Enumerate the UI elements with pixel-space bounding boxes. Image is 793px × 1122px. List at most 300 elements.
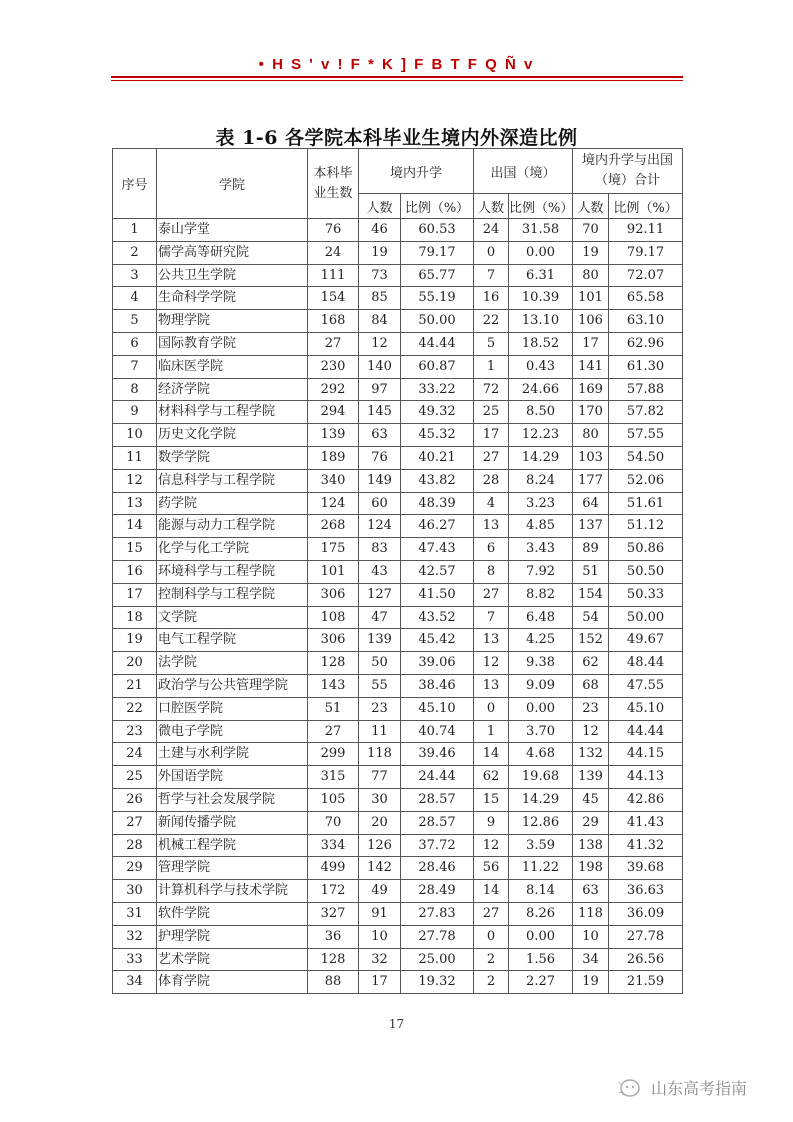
row-domestic-ratio: 47.43	[401, 538, 474, 561]
row-domestic-ratio: 46.27	[401, 515, 474, 538]
row-abroad-count: 1	[474, 720, 509, 743]
row-domestic-count: 145	[359, 401, 401, 424]
row-total-ratio: 50.50	[609, 560, 683, 583]
row-college: 环境科学与工程学院	[157, 560, 308, 583]
row-total-ratio: 52.06	[609, 469, 683, 492]
row-college: 文学院	[157, 606, 308, 629]
row-domestic-count: 12	[359, 332, 401, 355]
row-total-count: 170	[573, 401, 609, 424]
row-total-ratio: 44.13	[609, 766, 683, 789]
row-abroad-count: 9	[474, 811, 509, 834]
row-seq: 3	[113, 264, 157, 287]
row-graduates: 128	[308, 948, 359, 971]
row-college: 生命科学学院	[157, 287, 308, 310]
row-total-ratio: 44.44	[609, 720, 683, 743]
row-abroad-ratio: 14.29	[509, 446, 573, 469]
row-domestic-ratio: 42.57	[401, 560, 474, 583]
row-domestic-count: 47	[359, 606, 401, 629]
row-total-ratio: 21.59	[609, 971, 683, 994]
row-seq: 16	[113, 560, 157, 583]
row-graduates: 36	[308, 925, 359, 948]
row-seq: 17	[113, 583, 157, 606]
row-total-ratio: 39.68	[609, 857, 683, 880]
row-seq: 20	[113, 652, 157, 675]
row-graduates: 189	[308, 446, 359, 469]
row-abroad-count: 25	[474, 401, 509, 424]
row-abroad-ratio: 12.23	[509, 424, 573, 447]
row-total-count: 152	[573, 629, 609, 652]
row-seq: 24	[113, 743, 157, 766]
row-total-ratio: 47.55	[609, 674, 683, 697]
row-total-count: 54	[573, 606, 609, 629]
header-abroad-ratio: 比例（%）	[509, 194, 573, 219]
row-college: 哲学与社会发展学院	[157, 788, 308, 811]
row-total-ratio: 54.50	[609, 446, 683, 469]
row-total-ratio: 45.10	[609, 697, 683, 720]
row-domestic-count: 32	[359, 948, 401, 971]
row-abroad-ratio: 10.39	[509, 287, 573, 310]
row-abroad-ratio: 0.00	[509, 241, 573, 264]
row-college: 法学院	[157, 652, 308, 675]
row-total-ratio: 44.15	[609, 743, 683, 766]
row-domestic-count: 60	[359, 492, 401, 515]
row-abroad-count: 15	[474, 788, 509, 811]
row-abroad-ratio: 1.56	[509, 948, 573, 971]
row-total-count: 62	[573, 652, 609, 675]
row-domestic-ratio: 38.46	[401, 674, 474, 697]
row-abroad-count: 2	[474, 971, 509, 994]
row-abroad-ratio: 18.52	[509, 332, 573, 355]
row-abroad-ratio: 24.66	[509, 378, 573, 401]
row-domestic-count: 149	[359, 469, 401, 492]
row-total-ratio: 36.63	[609, 880, 683, 903]
header-domestic-count: 人数	[359, 194, 401, 219]
row-domestic-count: 73	[359, 264, 401, 287]
row-domestic-ratio: 24.44	[401, 766, 474, 789]
row-total-count: 10	[573, 925, 609, 948]
row-domestic-ratio: 60.53	[401, 219, 474, 242]
row-graduates: 51	[308, 697, 359, 720]
row-abroad-count: 13	[474, 674, 509, 697]
row-abroad-count: 16	[474, 287, 509, 310]
row-seq: 26	[113, 788, 157, 811]
table-row	[113, 560, 683, 583]
row-total-ratio: 65.58	[609, 287, 683, 310]
row-seq: 34	[113, 971, 157, 994]
row-college: 儒学高等研究院	[157, 241, 308, 264]
row-total-ratio: 63.10	[609, 310, 683, 333]
row-seq: 18	[113, 606, 157, 629]
row-domestic-count: 91	[359, 902, 401, 925]
row-seq: 10	[113, 424, 157, 447]
row-domestic-count: 50	[359, 652, 401, 675]
row-graduates: 105	[308, 788, 359, 811]
row-seq: 27	[113, 811, 157, 834]
table-row	[113, 241, 683, 264]
table-row	[113, 287, 683, 310]
row-college: 电气工程学院	[157, 629, 308, 652]
row-domestic-count: 43	[359, 560, 401, 583]
row-total-count: 29	[573, 811, 609, 834]
row-seq: 21	[113, 674, 157, 697]
row-abroad-ratio: 3.59	[509, 834, 573, 857]
table-row	[113, 629, 683, 652]
row-college: 控制科学与工程学院	[157, 583, 308, 606]
row-total-count: 118	[573, 902, 609, 925]
row-abroad-ratio: 9.09	[509, 674, 573, 697]
row-abroad-count: 0	[474, 697, 509, 720]
row-total-count: 198	[573, 857, 609, 880]
row-domestic-ratio: 79.17	[401, 241, 474, 264]
row-abroad-ratio: 6.48	[509, 606, 573, 629]
running-header: • H S ' v ! F * K ] F B T F Q Ñ v	[258, 56, 535, 73]
table-row	[113, 811, 683, 834]
row-abroad-count: 13	[474, 629, 509, 652]
row-college: 外国语学院	[157, 766, 308, 789]
row-abroad-count: 27	[474, 446, 509, 469]
header-rule-thin	[111, 80, 683, 81]
header-graduates: 本科毕业生数	[308, 149, 359, 219]
row-domestic-count: 118	[359, 743, 401, 766]
row-college: 口腔医学院	[157, 697, 308, 720]
row-abroad-ratio: 0.43	[509, 355, 573, 378]
row-domestic-ratio: 27.83	[401, 902, 474, 925]
row-domestic-count: 63	[359, 424, 401, 447]
table-row	[113, 880, 683, 903]
row-domestic-ratio: 48.39	[401, 492, 474, 515]
row-abroad-ratio: 8.14	[509, 880, 573, 903]
row-domestic-count: 124	[359, 515, 401, 538]
row-seq: 8	[113, 378, 157, 401]
row-graduates: 154	[308, 287, 359, 310]
postgraduate-ratio-table	[112, 148, 683, 994]
row-domestic-count: 97	[359, 378, 401, 401]
table-row	[113, 925, 683, 948]
row-total-count: 177	[573, 469, 609, 492]
row-total-count: 154	[573, 583, 609, 606]
table-row	[113, 606, 683, 629]
row-domestic-ratio: 39.06	[401, 652, 474, 675]
row-total-ratio: 62.96	[609, 332, 683, 355]
row-graduates: 334	[308, 834, 359, 857]
header-total: 境内升学与出国（境）合计	[573, 149, 683, 194]
row-abroad-ratio: 0.00	[509, 925, 573, 948]
row-domestic-count: 126	[359, 834, 401, 857]
table-row	[113, 219, 683, 242]
row-abroad-count: 22	[474, 310, 509, 333]
row-abroad-ratio: 8.82	[509, 583, 573, 606]
row-total-count: 12	[573, 720, 609, 743]
row-domestic-ratio: 28.46	[401, 857, 474, 880]
row-abroad-count: 8	[474, 560, 509, 583]
row-graduates: 24	[308, 241, 359, 264]
row-domestic-count: 19	[359, 241, 401, 264]
row-college: 艺术学院	[157, 948, 308, 971]
table-row	[113, 766, 683, 789]
row-seq: 19	[113, 629, 157, 652]
row-abroad-ratio: 3.70	[509, 720, 573, 743]
row-graduates: 306	[308, 583, 359, 606]
row-abroad-ratio: 2.27	[509, 971, 573, 994]
table-row	[113, 652, 683, 675]
row-abroad-count: 62	[474, 766, 509, 789]
row-abroad-count: 27	[474, 583, 509, 606]
table-row	[113, 515, 683, 538]
row-domestic-count: 77	[359, 766, 401, 789]
row-domestic-ratio: 28.57	[401, 811, 474, 834]
row-total-ratio: 50.33	[609, 583, 683, 606]
row-total-count: 103	[573, 446, 609, 469]
row-seq: 28	[113, 834, 157, 857]
row-graduates: 315	[308, 766, 359, 789]
watermark	[615, 1076, 747, 1099]
row-total-count: 51	[573, 560, 609, 583]
row-college: 微电子学院	[157, 720, 308, 743]
row-total-count: 89	[573, 538, 609, 561]
row-seq: 14	[113, 515, 157, 538]
row-graduates: 27	[308, 720, 359, 743]
row-total-count: 106	[573, 310, 609, 333]
row-seq: 13	[113, 492, 157, 515]
table-row	[113, 310, 683, 333]
row-total-ratio: 51.61	[609, 492, 683, 515]
row-total-count: 17	[573, 332, 609, 355]
row-seq: 6	[113, 332, 157, 355]
row-abroad-count: 17	[474, 424, 509, 447]
row-domestic-count: 10	[359, 925, 401, 948]
row-total-ratio: 51.12	[609, 515, 683, 538]
row-college: 数学学院	[157, 446, 308, 469]
row-domestic-count: 30	[359, 788, 401, 811]
row-graduates: 299	[308, 743, 359, 766]
row-seq: 1	[113, 219, 157, 242]
row-domestic-count: 140	[359, 355, 401, 378]
watermark-text: 山东高考指南	[651, 1079, 748, 1098]
table-row	[113, 446, 683, 469]
row-domestic-count: 127	[359, 583, 401, 606]
row-college: 能源与动力工程学院	[157, 515, 308, 538]
table-row	[113, 264, 683, 287]
row-college: 物理学院	[157, 310, 308, 333]
row-college: 计算机科学与技术学院	[157, 880, 308, 903]
row-domestic-count: 142	[359, 857, 401, 880]
row-total-count: 19	[573, 241, 609, 264]
row-graduates: 76	[308, 219, 359, 242]
row-abroad-ratio: 4.85	[509, 515, 573, 538]
row-graduates: 175	[308, 538, 359, 561]
row-abroad-count: 5	[474, 332, 509, 355]
page-number: 17	[388, 1017, 405, 1031]
row-total-ratio: 27.78	[609, 925, 683, 948]
row-total-ratio: 42.86	[609, 788, 683, 811]
row-abroad-ratio: 6.31	[509, 264, 573, 287]
row-total-count: 68	[573, 674, 609, 697]
row-domestic-count: 23	[359, 697, 401, 720]
header-domestic: 境内升学	[359, 149, 474, 194]
row-seq: 31	[113, 902, 157, 925]
row-total-count: 169	[573, 378, 609, 401]
row-total-count: 64	[573, 492, 609, 515]
table-row	[113, 902, 683, 925]
row-graduates: 340	[308, 469, 359, 492]
table-row	[113, 583, 683, 606]
row-abroad-count: 12	[474, 834, 509, 857]
row-total-count: 70	[573, 219, 609, 242]
row-abroad-count: 14	[474, 880, 509, 903]
row-total-ratio: 79.17	[609, 241, 683, 264]
row-domestic-ratio: 43.52	[401, 606, 474, 629]
wechat-icon	[615, 1077, 645, 1099]
row-total-count: 141	[573, 355, 609, 378]
row-seq: 2	[113, 241, 157, 264]
row-abroad-ratio: 3.43	[509, 538, 573, 561]
row-domestic-count: 139	[359, 629, 401, 652]
row-abroad-ratio: 8.24	[509, 469, 573, 492]
row-total-count: 63	[573, 880, 609, 903]
row-abroad-ratio: 3.23	[509, 492, 573, 515]
header-domestic-ratio: 比例（%）	[401, 194, 474, 219]
row-seq: 33	[113, 948, 157, 971]
row-domestic-ratio: 49.32	[401, 401, 474, 424]
row-college: 经济学院	[157, 378, 308, 401]
row-graduates: 124	[308, 492, 359, 515]
row-total-ratio: 50.00	[609, 606, 683, 629]
row-college: 国际教育学院	[157, 332, 308, 355]
row-abroad-ratio: 12.86	[509, 811, 573, 834]
row-domestic-ratio: 28.57	[401, 788, 474, 811]
row-total-ratio: 41.43	[609, 811, 683, 834]
row-graduates: 294	[308, 401, 359, 424]
row-graduates: 27	[308, 332, 359, 355]
row-graduates: 111	[308, 264, 359, 287]
row-domestic-count: 20	[359, 811, 401, 834]
row-seq: 5	[113, 310, 157, 333]
row-domestic-ratio: 55.19	[401, 287, 474, 310]
row-seq: 11	[113, 446, 157, 469]
row-domestic-ratio: 25.00	[401, 948, 474, 971]
row-domestic-ratio: 60.87	[401, 355, 474, 378]
row-abroad-count: 7	[474, 264, 509, 287]
row-abroad-ratio: 7.92	[509, 560, 573, 583]
row-total-ratio: 26.56	[609, 948, 683, 971]
row-seq: 22	[113, 697, 157, 720]
row-total-count: 34	[573, 948, 609, 971]
table-row	[113, 401, 683, 424]
row-domestic-ratio: 45.10	[401, 697, 474, 720]
table-body	[113, 219, 683, 994]
row-graduates: 70	[308, 811, 359, 834]
row-abroad-ratio: 11.22	[509, 857, 573, 880]
row-domestic-count: 76	[359, 446, 401, 469]
header-college: 学院	[157, 149, 308, 219]
row-domestic-count: 84	[359, 310, 401, 333]
row-abroad-count: 2	[474, 948, 509, 971]
row-domestic-ratio: 41.50	[401, 583, 474, 606]
row-graduates: 108	[308, 606, 359, 629]
row-domestic-count: 11	[359, 720, 401, 743]
row-total-ratio: 92.11	[609, 219, 683, 242]
row-total-count: 139	[573, 766, 609, 789]
row-college: 土建与水利学院	[157, 743, 308, 766]
row-college: 材料科学与工程学院	[157, 401, 308, 424]
row-domestic-ratio: 50.00	[401, 310, 474, 333]
row-total-ratio: 57.88	[609, 378, 683, 401]
row-graduates: 101	[308, 560, 359, 583]
row-college: 泰山学堂	[157, 219, 308, 242]
row-domestic-ratio: 37.72	[401, 834, 474, 857]
row-domestic-count: 85	[359, 287, 401, 310]
row-abroad-count: 72	[474, 378, 509, 401]
row-total-count: 23	[573, 697, 609, 720]
row-total-ratio: 61.30	[609, 355, 683, 378]
row-total-count: 132	[573, 743, 609, 766]
row-abroad-count: 0	[474, 925, 509, 948]
row-graduates: 499	[308, 857, 359, 880]
table-row	[113, 538, 683, 561]
row-abroad-count: 4	[474, 492, 509, 515]
row-college: 管理学院	[157, 857, 308, 880]
header-total-count: 人数	[573, 194, 609, 219]
table-row	[113, 720, 683, 743]
row-abroad-count: 24	[474, 219, 509, 242]
table-row	[113, 857, 683, 880]
row-college: 公共卫生学院	[157, 264, 308, 287]
row-seq: 29	[113, 857, 157, 880]
table-title: 表 1-6 各学院本科毕业生境内外深造比例	[215, 127, 578, 149]
row-abroad-count: 56	[474, 857, 509, 880]
row-domestic-count: 55	[359, 674, 401, 697]
row-graduates: 139	[308, 424, 359, 447]
row-college: 政治学与公共管理学院	[157, 674, 308, 697]
row-abroad-ratio: 0.00	[509, 697, 573, 720]
row-college: 化学与化工学院	[157, 538, 308, 561]
table-row	[113, 424, 683, 447]
header-rule-thick	[111, 76, 683, 78]
table-row	[113, 788, 683, 811]
row-total-ratio: 36.09	[609, 902, 683, 925]
row-domestic-ratio: 45.42	[401, 629, 474, 652]
row-seq: 25	[113, 766, 157, 789]
header-total-ratio: 比例（%）	[609, 194, 683, 219]
row-total-count: 19	[573, 971, 609, 994]
row-domestic-count: 49	[359, 880, 401, 903]
table-row	[113, 492, 683, 515]
table-row	[113, 948, 683, 971]
table-row	[113, 834, 683, 857]
row-college: 药学院	[157, 492, 308, 515]
row-college: 软件学院	[157, 902, 308, 925]
row-abroad-ratio: 13.10	[509, 310, 573, 333]
row-college: 机械工程学院	[157, 834, 308, 857]
row-abroad-count: 12	[474, 652, 509, 675]
row-graduates: 172	[308, 880, 359, 903]
row-total-ratio: 49.67	[609, 629, 683, 652]
row-seq: 12	[113, 469, 157, 492]
row-graduates: 327	[308, 902, 359, 925]
table-row	[113, 469, 683, 492]
row-abroad-count: 27	[474, 902, 509, 925]
row-college: 临床医学院	[157, 355, 308, 378]
header-seq: 序号	[113, 149, 157, 219]
row-seq: 7	[113, 355, 157, 378]
row-domestic-ratio: 40.21	[401, 446, 474, 469]
row-total-count: 138	[573, 834, 609, 857]
row-abroad-ratio: 8.50	[509, 401, 573, 424]
row-college: 体育学院	[157, 971, 308, 994]
row-abroad-ratio: 9.38	[509, 652, 573, 675]
row-total-ratio: 57.82	[609, 401, 683, 424]
header-abroad-count: 人数	[474, 194, 509, 219]
